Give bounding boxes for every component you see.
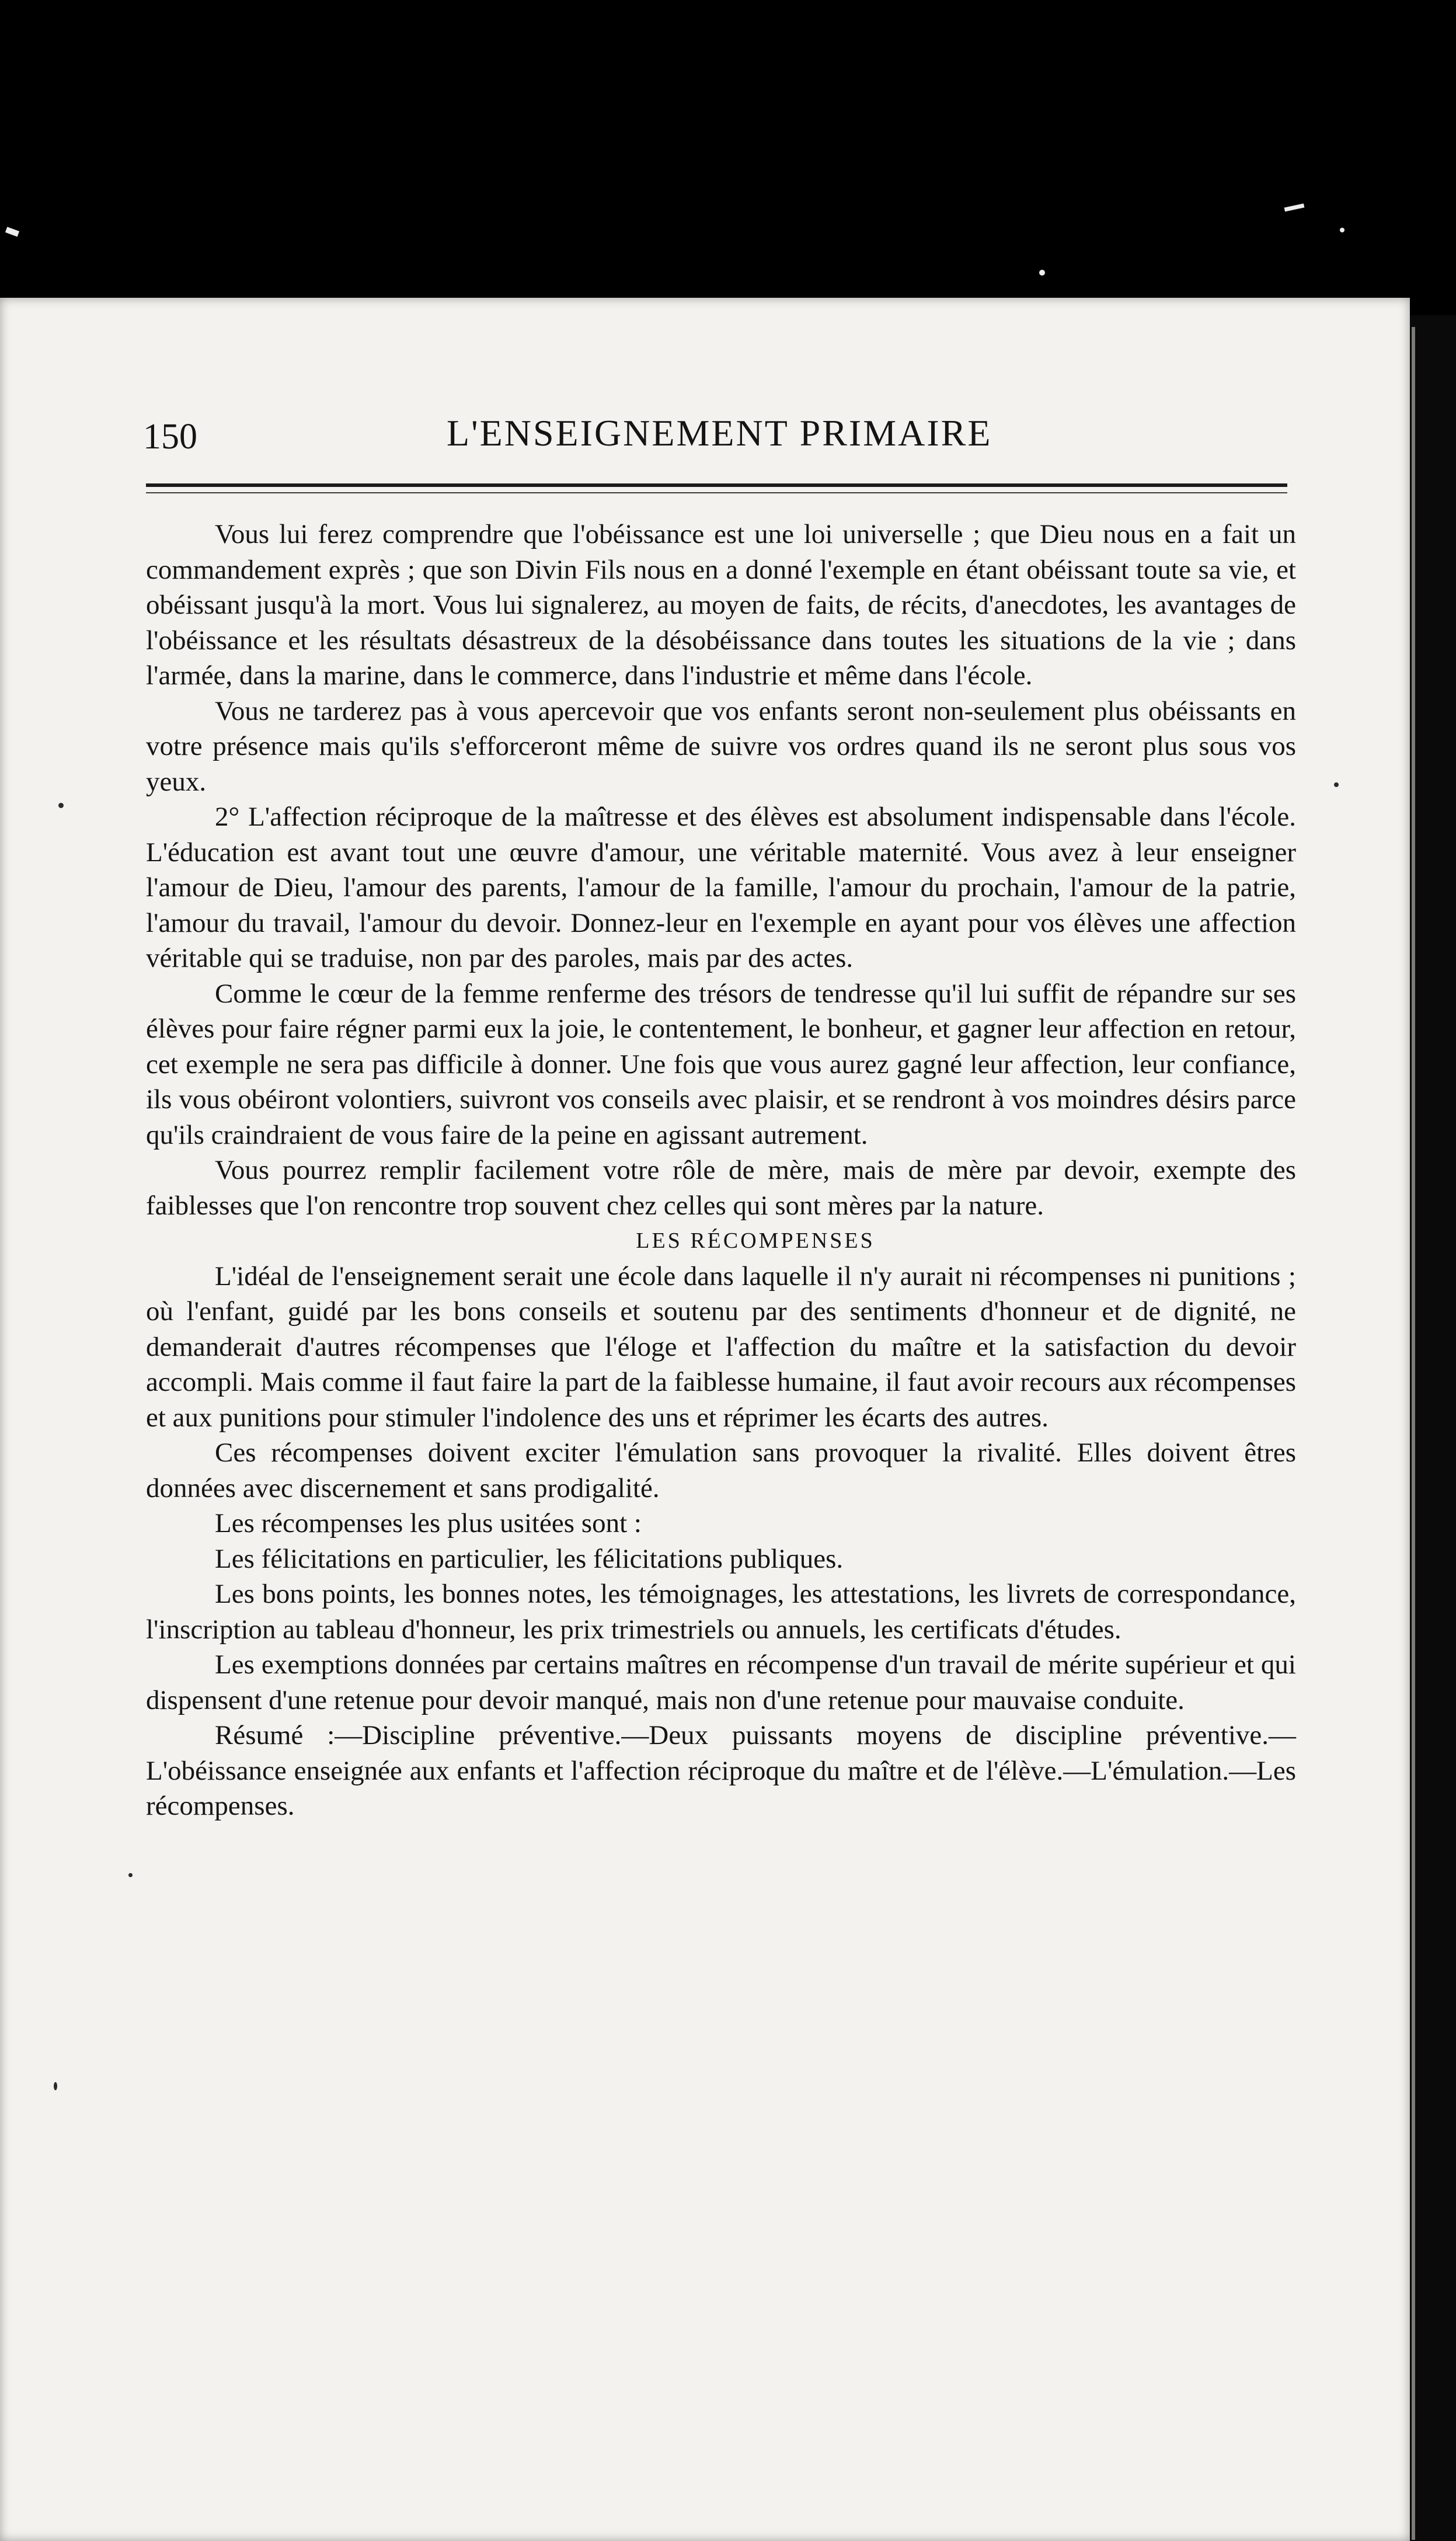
page-header [143, 412, 1281, 464]
paragraph: Vous lui ferez comprendre que l'obéissance est une loi universelle ; que Dieu nous en a fait un commandement exprès ; que son Divin Fils nous en a donné l'exemple en étant obéissant toute sa vie, et obéissant jusqu'à la mort. Vous lui signalerez, au moyen de faits, de récits, d'anecdotes, les avantages de l'obéissance et les résultats désastreux de la désobéissance dans toutes les situations de la vie ; dans l'armée, dans la marine, dans le commerce, dans l'industrie et même dans l'école. [146, 519, 1296, 691]
paragraph: Les récompenses les plus usitées sont : [215, 1508, 642, 1538]
scan-artifact [1284, 204, 1305, 212]
scan-artifact [1039, 270, 1045, 276]
margin-speck [128, 1873, 133, 1877]
running-title: L'ENSEIGNEMENT PRIMAIRE [447, 412, 992, 454]
paragraph: Vous pourrez remplir facilement votre rôle de mère, mais de mère par devoir, exempte des faiblesses que l'on rencontre trop souvent chez celles qui sont mères par la nature. [146, 1155, 1296, 1221]
margin-speck [54, 2082, 57, 2090]
paragraph: Comme le cœur de la femme renferme des trésors de tendresse qu'il lui suffit de répandre sur ses élèves pour faire régner parmi eux la joie, le contentement, le bonheur, et gagner leur affection en retour, cet exemple ne sera pas difficile à donner. Une fois que vous aurez gagné leur affection, leur confiance, ils vous obéiront volontiers, suivront vos conseils avec plaisir, et se rendront à vos moindres désirs parce qu'ils craindraient de vous faire de la peine en agissant autrement. [146, 978, 1296, 1150]
scan-artifact [5, 227, 19, 237]
paragraph: Vous ne tarderez pas à vous apercevoir que vos enfants seront non-seulement plus obéissants en votre présence mais qu'ils s'efforceront même de suivre vos ordres quand ils ne seront plus sous vos yeux. [146, 695, 1296, 797]
margin-speck [58, 803, 64, 808]
margin-speck [1334, 782, 1339, 787]
paragraph: L'idéal de l'enseignement serait une école dans laquelle il n'y aurait ni récompenses ni punitions ; où l'enfant, guidé par les bons conseils et soutenu par des sentiments d'honneur et de dignité, ne demanderait d'autres récompenses que l'éloge et l'affection du maître et la satisfaction du devoir accompli. Mais comme il faut faire la part de la faiblesse humaine, il faut avoir recours aux récompenses et aux punitions pour stimuler l'indolence des uns et réprimer les écarts des autres. [146, 1261, 1296, 1433]
header-rule [146, 483, 1287, 487]
scan-artifact [1340, 228, 1344, 232]
facing-page-edge [1410, 315, 1456, 2541]
paragraph: Les félicitations en particulier, les félicitations publiques. [215, 1543, 844, 1574]
facing-page-border [1412, 327, 1415, 2540]
header-rule-thin [146, 492, 1287, 493]
summary-paragraph: Résumé :—Discipline préventive.—Deux puissants moyens de discipline préventive.—L'obéissance enseignée aux enfants et l'affection réciproque du maître et de l'élève.—L'émulation.—Les récompenses. [146, 1720, 1296, 1821]
section-heading: LES RÉCOMPENSES [636, 1228, 875, 1253]
paragraph: Ces récompenses doivent exciter l'émulation sans provoquer la rivalité. Elles doivent êtres données avec discernement et sans prodigalité. [146, 1437, 1296, 1503]
page-body [146, 517, 1296, 1824]
page-number: 150 [143, 417, 197, 457]
paragraph: 2° L'affection réciproque de la maîtresse et des élèves est absolument indispensable dans l'école. L'éducation est avant tout une œuvre d'amour, une véritable maternité. Vous avez à leur enseigner l'amour de Dieu, l'amour des parents, l'amour de la famille, l'amour du prochain, l'amour de la patrie, l'amour du travail, l'amour du devoir. Donnez-leur en l'exemple en ayant pour vos élèves une affection véritable qui se traduise, non par des paroles, mais par des actes. [146, 802, 1296, 973]
paragraph: Les bons points, les bonnes notes, les témoignages, les attestations, les livrets de correspondance, l'inscription au tableau d'honneur, les prix trimestriels ou annuels, les certificats d'études. [146, 1579, 1296, 1645]
paragraph: Les exemptions données par certains maîtres en récompense d'un travail de mérite supérieur et qui dispensent d'une retenue pour devoir manqué, mais non d'une retenue pour mauvaise conduite. [146, 1649, 1296, 1715]
